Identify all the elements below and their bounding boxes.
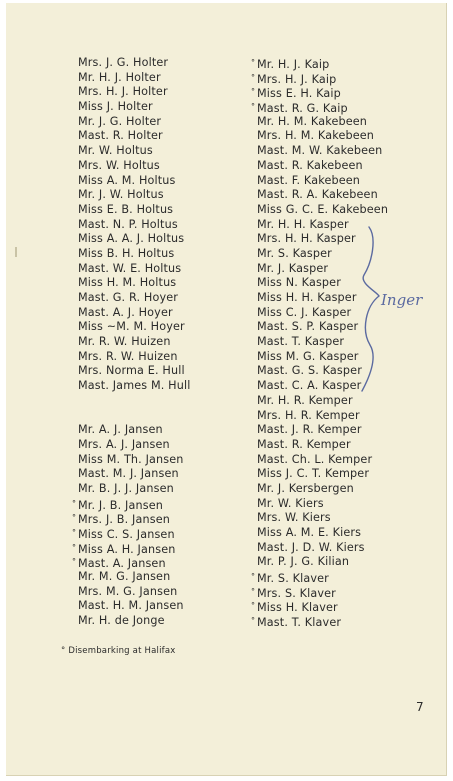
passenger-entry <box>257 291 388 306</box>
passenger-name: Miss A. A. J. Holtus <box>78 232 185 246</box>
passenger-name: Mast. S. P. Kasper <box>257 320 359 334</box>
passenger-entry <box>78 423 191 438</box>
passenger-name: Mast. M. J. Jansen <box>78 467 179 481</box>
passenger-name: Mr. S. Klaver <box>257 572 329 586</box>
passenger-name: Mr. H. J. Holter <box>78 70 161 84</box>
passenger-entry <box>251 570 388 586</box>
disembark-mark: ° <box>72 528 77 538</box>
passenger-entry <box>78 585 191 600</box>
passenger-name: Mast. R. A. Kakebeen <box>257 188 378 202</box>
passenger-entry <box>257 320 388 335</box>
passenger-name: Miss J. C. T. Kemper <box>257 467 370 481</box>
passenger-entry <box>257 232 388 247</box>
passenger-entry <box>78 467 191 482</box>
passenger-entry <box>78 276 191 291</box>
passenger-name: Miss M. G. Kasper <box>257 349 359 363</box>
passenger-name: Mrs. H. J. Kaip <box>257 72 337 86</box>
passenger-name: Mast. T. Kasper <box>257 335 345 349</box>
passenger-name: Mrs. J. B. Jansen <box>78 513 170 527</box>
passenger-entry <box>257 247 388 262</box>
passenger-name: Mr. S. Kasper <box>257 246 332 260</box>
passenger-name: Mrs. W. Holtus <box>78 158 160 172</box>
disembark-mark: ° <box>251 102 256 112</box>
group-k-passengers <box>251 56 389 630</box>
passenger-entry <box>257 394 388 409</box>
passenger-entry <box>78 188 191 203</box>
passenger-name: Mrs. H. H. Kasper <box>257 232 356 246</box>
passenger-entry <box>257 159 388 174</box>
passenger-name: Miss ~M. M. Hoyer <box>78 320 185 334</box>
passenger-entry <box>78 291 191 306</box>
passenger-name: Mr. H. H. Kasper <box>257 217 349 231</box>
passenger-entry <box>257 364 388 379</box>
passenger-entry <box>78 56 191 71</box>
passenger-name: Miss H. M. Holtus <box>78 276 177 290</box>
disembark-mark: ° <box>251 87 256 97</box>
passenger-entry <box>257 423 388 438</box>
handwritten-note: Inger <box>381 291 423 309</box>
group-gap <box>78 394 191 423</box>
passenger-name: Mast. W. E. Holtus <box>78 261 182 275</box>
passenger-entry <box>257 306 388 321</box>
passenger-entry <box>257 144 388 159</box>
disembark-mark: ° <box>251 601 256 611</box>
passenger-name: Mast. J. R. Kemper <box>257 423 362 437</box>
passenger-name: Mast. R. Holter <box>78 129 163 143</box>
passenger-entry <box>257 262 388 277</box>
group-j-passengers <box>72 423 191 629</box>
passenger-name: Mast. R. Kakebeen <box>257 158 363 172</box>
passenger-name: Mast. J. D. W. Kiers <box>257 540 365 554</box>
passenger-entry <box>257 276 388 291</box>
passenger-name: Miss M. Th. Jansen <box>78 452 184 466</box>
passenger-entry <box>257 511 388 526</box>
passenger-name: Mr. J. W. Holtus <box>78 188 164 202</box>
passenger-name: Mr. B. J. J. Jansen <box>78 481 174 495</box>
passenger-entry <box>257 379 388 394</box>
passenger-entry <box>72 555 191 571</box>
passenger-entry <box>78 174 191 189</box>
passenger-entry <box>78 100 191 115</box>
passenger-name: Mast. R. Kemper <box>257 437 351 451</box>
passenger-entry <box>78 232 191 247</box>
passenger-entry <box>251 85 388 101</box>
passenger-entry <box>257 188 388 203</box>
passenger-name: Miss N. Kasper <box>257 276 341 290</box>
passenger-entry <box>78 482 191 497</box>
passenger-name: Miss G. C. E. Kakebeen <box>257 202 389 216</box>
passenger-name: Mr. P. J. G. Kilian <box>257 555 350 569</box>
passenger-name: Mr. M. G. Jansen <box>78 570 171 584</box>
passenger-entry <box>78 335 191 350</box>
passenger-name: Mast. R. G. Kaip <box>257 102 348 116</box>
passenger-name: Mast. G. S. Kasper <box>257 364 362 378</box>
passenger-entry <box>78 364 191 379</box>
passenger-entry <box>78 379 191 394</box>
passenger-name: Mr. H. R. Kemper <box>257 393 353 407</box>
passenger-entry <box>78 203 191 218</box>
disembark-mark: ° <box>251 58 256 67</box>
passenger-name: Miss E. H. Kaip <box>257 87 341 101</box>
passenger-entry <box>78 306 191 321</box>
passenger-entry <box>251 614 388 630</box>
passenger-name: Mr. J. Kasper <box>257 261 329 275</box>
passenger-name: Miss E. B. Holtus <box>78 202 174 216</box>
disembark-mark: ° <box>251 616 256 626</box>
passenger-name: Mast. James M. Hull <box>78 379 191 393</box>
passenger-name: Mrs. H. M. Kakebeen <box>257 129 375 143</box>
passenger-name: Mrs. R. W. Huizen <box>78 349 178 363</box>
passenger-entry <box>257 526 388 541</box>
passenger-entry <box>257 438 388 453</box>
passenger-entry <box>257 115 388 130</box>
passenger-name: Miss H. Klaver <box>257 601 338 615</box>
passenger-entry <box>78 599 191 614</box>
disembark-mark: ° <box>72 498 77 508</box>
group-h-passengers <box>78 56 191 394</box>
passenger-entry <box>78 218 191 233</box>
passenger-entry <box>78 438 191 453</box>
passenger-name: Mrs. H. J. Holter <box>78 85 168 99</box>
passenger-name: Mr. H. M. Kakebeen <box>257 114 368 128</box>
passenger-name: Mr. W. Holtus <box>78 144 153 158</box>
passenger-name: Miss J. Holter <box>78 100 153 114</box>
footnote: ° Disembarking at Halifax <box>61 646 176 656</box>
passenger-entry <box>78 71 191 86</box>
passenger-entry <box>251 100 388 116</box>
passenger-name: Mr. H. J. Kaip <box>257 58 330 71</box>
passenger-name: Miss C. S. Jansen <box>78 528 175 542</box>
passenger-name: Mast. M. W. Kakebeen <box>257 144 383 158</box>
passenger-name: Mrs. J. G. Holter <box>78 56 169 69</box>
passenger-name: Mr. J. Kersbergen <box>257 481 354 495</box>
disembark-mark: ° <box>72 542 77 552</box>
passenger-name: Miss H. H. Kasper <box>257 291 357 304</box>
passenger-entry <box>78 320 191 335</box>
passenger-name: Mast. A. J. Hoyer <box>78 305 173 319</box>
disembark-mark: ° <box>251 572 256 582</box>
passenger-entry <box>257 335 388 350</box>
passenger-entry <box>78 614 191 629</box>
passenger-entry <box>72 541 191 556</box>
passenger-name: Miss A. H. Jansen <box>78 542 176 556</box>
passenger-name: Mr. H. de Jonge <box>78 614 165 628</box>
disembark-mark: ° <box>72 557 77 567</box>
passenger-entry <box>78 129 191 144</box>
passenger-entry <box>78 262 191 277</box>
passenger-entry <box>257 409 388 424</box>
passenger-entry <box>251 71 388 86</box>
passenger-name: Mr. J. B. Jansen <box>78 498 163 512</box>
passenger-name: Mr. W. Kiers <box>257 496 324 510</box>
passenger-entry <box>78 159 191 174</box>
passenger-entry <box>78 570 191 585</box>
passenger-name: Mr. J. G. Holter <box>78 114 162 128</box>
passenger-entry <box>257 129 388 144</box>
passenger-entry <box>257 174 388 189</box>
passenger-entry <box>78 247 191 262</box>
page-number: 7 <box>416 700 424 714</box>
disembark-mark: ° <box>251 72 256 82</box>
passenger-name: Mr. R. W. Huizen <box>78 335 171 349</box>
passenger-name: Mr. A. J. Jansen <box>78 423 163 437</box>
passenger-name: Mrs. Norma E. Hull <box>78 364 185 378</box>
passenger-entry <box>78 115 191 130</box>
passenger-name: Mrs. W. Kiers <box>257 511 331 525</box>
passenger-name: Miss B. H. Holtus <box>78 246 175 260</box>
passenger-entry <box>78 453 191 468</box>
passenger-entry <box>257 467 388 482</box>
passenger-entry <box>78 350 191 365</box>
passenger-entry <box>78 144 191 159</box>
passenger-name: Miss A. M. E. Kiers <box>257 526 362 539</box>
passenger-name: Mast. G. R. Hoyer <box>78 291 179 304</box>
passenger-name: Miss C. J. Kasper <box>257 305 352 319</box>
passenger-entry <box>72 511 191 527</box>
passenger-entry <box>257 218 388 233</box>
passenger-name: Mast. N. P. Holtus <box>78 217 178 231</box>
margin-mark <box>15 247 17 257</box>
disembark-mark: ° <box>251 586 256 596</box>
passenger-entry <box>78 85 191 100</box>
passenger-name: Mrs. A. J. Jansen <box>78 437 170 451</box>
passenger-entry <box>257 203 388 218</box>
passenger-name: Mast. H. M. Jansen <box>78 599 184 613</box>
passenger-entry <box>257 350 388 365</box>
passenger-name: Mrs. M. G. Jansen <box>78 584 178 598</box>
passenger-name: Mast. A. Jansen <box>78 557 166 571</box>
passenger-entry <box>257 482 388 497</box>
passenger-entry <box>251 599 388 615</box>
document-page <box>6 3 447 776</box>
passenger-entry <box>251 585 388 600</box>
passenger-entry <box>257 541 388 556</box>
passenger-entry <box>257 497 388 512</box>
passenger-list-right <box>251 56 389 630</box>
passenger-name: Mrs. H. R. Kemper <box>257 408 360 422</box>
passenger-name: Mrs. S. Klaver <box>257 586 336 600</box>
passenger-name: Mast. Ch. L. Kemper <box>257 452 373 466</box>
passenger-name: Miss A. M. Holtus <box>78 173 176 187</box>
passenger-list-left <box>72 56 191 629</box>
passenger-entry <box>72 526 191 542</box>
passenger-name: Mast. F. Kakebeen <box>257 173 361 187</box>
passenger-entry <box>72 497 191 512</box>
disembark-mark: ° <box>72 513 77 523</box>
passenger-entry <box>257 555 388 570</box>
passenger-entry <box>251 56 388 71</box>
passenger-name: Mast. T. Klaver <box>257 616 342 630</box>
passenger-entry <box>257 453 388 468</box>
passenger-name: Mast. C. A. Kasper <box>257 379 362 393</box>
